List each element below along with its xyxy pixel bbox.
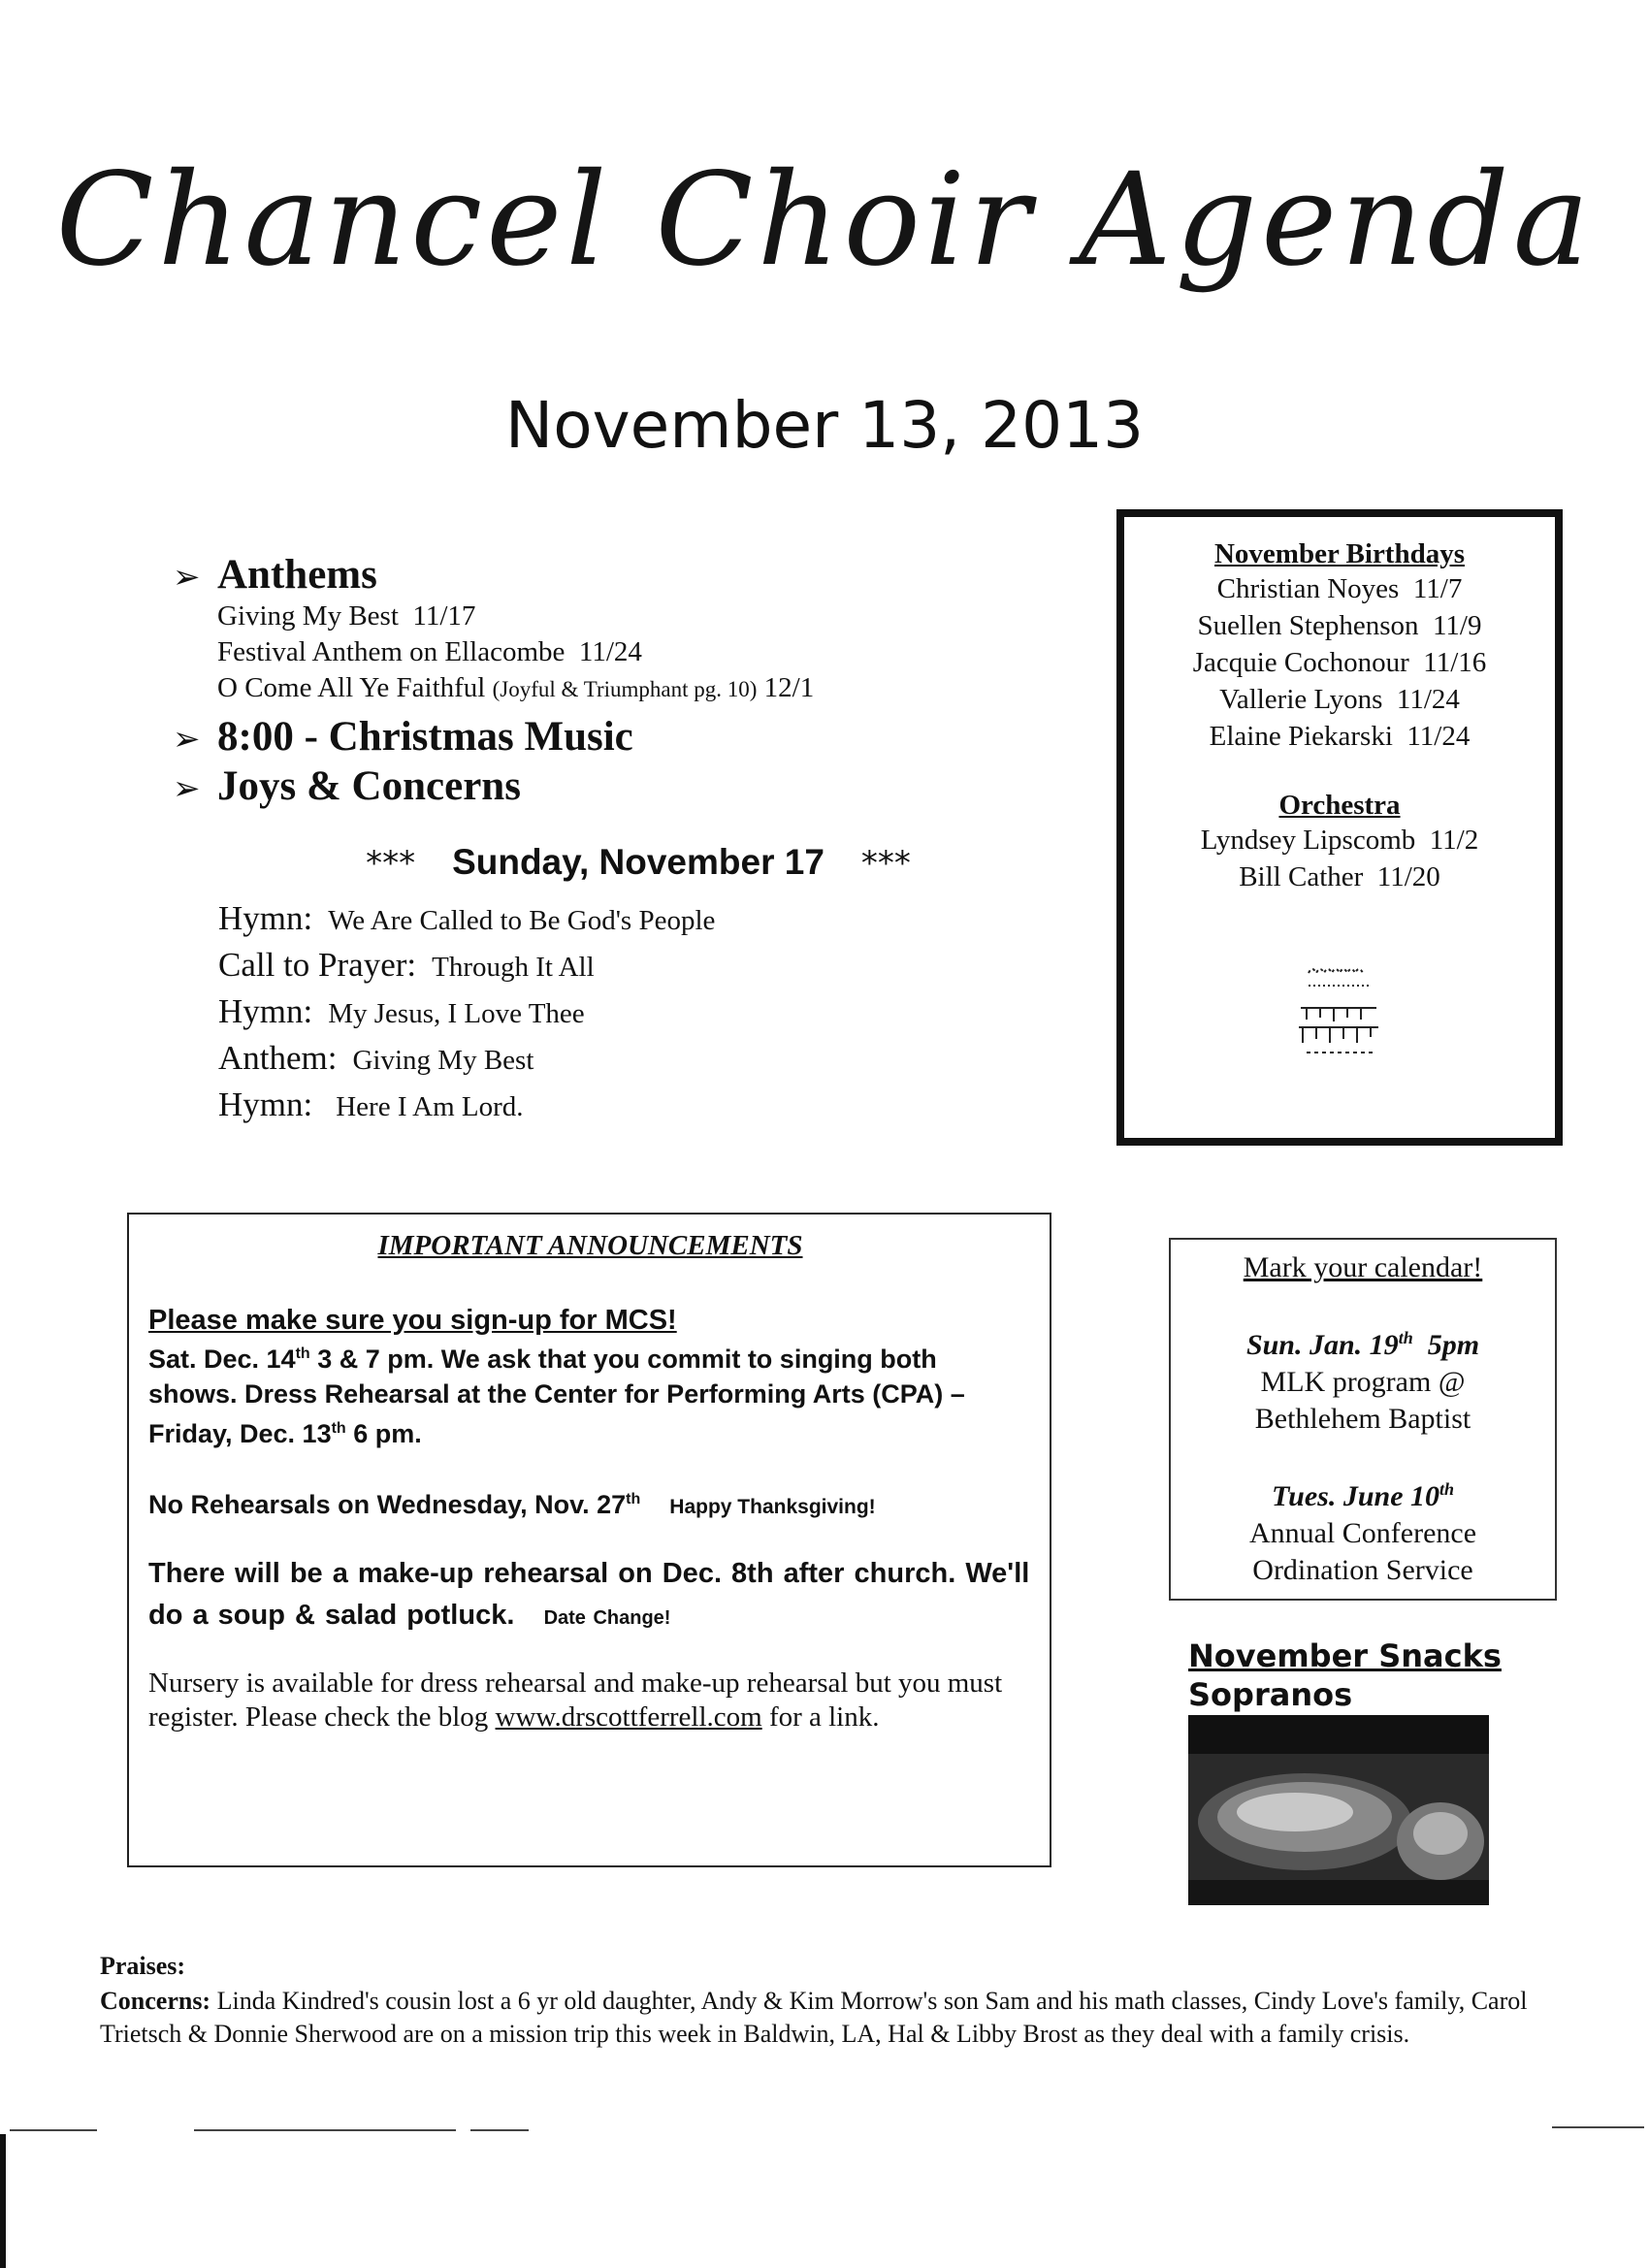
makeup-text: There will be a make-up rehearsal on Dec. 8th after church. We'll do a soup & salad potluck. (148, 1558, 1030, 1631)
anthems-bullet (173, 551, 1046, 599)
signup-notice: Please make sure you sign-up for MCS! (148, 1305, 677, 1336)
stars-left: *** (366, 844, 416, 883)
christmas-heading: 8:00 - Christmas Music (217, 714, 633, 760)
service-item (218, 896, 994, 943)
service-item (218, 1036, 994, 1083)
divider (194, 2129, 456, 2131)
anthem-name: O Come All Ye Faithful (217, 672, 486, 703)
nursery-text: Nursery is available for dress rehearsal and make-up rehearsal but you must register. Please check the blog (148, 1668, 1003, 1733)
arrow-bullet-icon: ➢ (173, 558, 201, 597)
service-label: Anthem: (218, 1039, 338, 1077)
event-line: Annual Conference (1248, 1517, 1477, 1549)
service-item (218, 943, 994, 989)
superscript: th (295, 1345, 310, 1362)
page-title: Chancel Choir Agenda (55, 146, 1594, 295)
no-rehearsal-notice (148, 1490, 1032, 1520)
mcs-time: 3 & 7 pm. We ask that you commit to singing both shows. Dress Rehearsal at the Center for Performing Arts (CPA) – Friday, Dec. 13 (148, 1345, 965, 1448)
orchestra-item: Bill Cather 11/20 (1239, 861, 1440, 892)
event-line: MLK program @ (1260, 1366, 1466, 1398)
service-value: Giving My Best (352, 1045, 534, 1076)
anthem-date: 12/1 (763, 672, 815, 703)
anthem-item: Festival Anthem on Ellacombe 11/24 (217, 636, 642, 667)
event-time: 5pm (1412, 1329, 1480, 1361)
joys-bullet (173, 762, 1046, 810)
service-value: Through It All (432, 952, 595, 983)
sunday-heading-row (279, 842, 997, 883)
agenda-date: November 13, 2013 (504, 388, 1145, 463)
birthday-item: Suellen Stephenson 11/9 (1197, 610, 1482, 641)
event-line: Bethlehem Baptist (1254, 1403, 1471, 1435)
service-label: Call to Prayer: (218, 946, 417, 984)
no-rehearsal-text: No Rehearsals on Wednesday, Nov. 27 (148, 1490, 627, 1519)
event-date-text: Tues. June 10 (1271, 1480, 1440, 1512)
service-item (218, 989, 994, 1036)
date-change-note: Date Change! (543, 1607, 671, 1629)
snack-photo (1188, 1715, 1489, 1905)
makeup-notice (148, 1553, 1032, 1639)
birthdays-heading: November Birthdays (1213, 538, 1466, 569)
event-date-text: Sun. Jan. 19 (1245, 1329, 1399, 1361)
event-date (1171, 1471, 1555, 1515)
birthday-item: Jacquie Cochonour 11/16 (1192, 647, 1487, 678)
arrow-bullet-icon: ➢ (173, 720, 201, 759)
service-order (218, 896, 994, 1129)
divider (10, 2129, 97, 2131)
superscript: th (626, 1491, 641, 1507)
superscript: th (1398, 1328, 1413, 1347)
anthem-list (173, 599, 1046, 707)
joys-heading: Joys & Concerns (217, 763, 521, 809)
service-value: We Are Called to Be God's People (328, 905, 716, 936)
orchestra-heading: Orchestra (1278, 790, 1401, 821)
cake-icon (1281, 952, 1398, 1058)
service-value: Here I Am Lord. (336, 1091, 524, 1122)
birthday-item: Elaine Piekarski 11/24 (1209, 721, 1471, 752)
christmas-bullet (173, 713, 1046, 761)
nursery-notice (148, 1667, 1032, 1734)
calendar-heading: Mark your calendar! (1243, 1251, 1483, 1283)
concerns-text: Linda Kindred's cousin lost a 6 yr old daughter, Andy & Kim Morrow's son Sam and his math classes, Cindy Love's family, Carol Trietsch & Donnie Sherwood are on a mission trip this week in Baldwin, LA, Hal & Libby Brost as they deal with a family crisis. (100, 1987, 1528, 2048)
service-label: Hymn: (218, 899, 313, 937)
service-label: Hymn: (218, 992, 313, 1030)
superscript: th (331, 1420, 346, 1437)
nursery-text-end: for a link. (761, 1701, 880, 1733)
concerns-paragraph (100, 1985, 1555, 2051)
stars-right: *** (860, 844, 911, 883)
mcs-time-2: 6 pm. (345, 1419, 422, 1448)
birthdays-box (1116, 509, 1563, 1146)
service-label: Hymn: (218, 1085, 313, 1123)
calendar-box (1169, 1238, 1557, 1601)
anthem-item (217, 670, 1046, 707)
praises-line (100, 1950, 1555, 1983)
scan-edge (0, 2134, 6, 2268)
mcs-date: Sat. Dec. 14 (148, 1345, 296, 1374)
snacks-heading: November Snacks (1188, 1637, 1502, 1674)
birthday-item: Christian Noyes 11/7 (1216, 573, 1463, 604)
anthem-item: Giving My Best 11/17 (217, 600, 476, 632)
service-value: My Jesus, I Love Thee (328, 998, 585, 1029)
blog-link[interactable]: www.drscottferrell.com (495, 1701, 762, 1733)
arrow-bullet-icon: ➢ (173, 769, 201, 808)
agenda-list (173, 551, 1046, 810)
snacks-group: Sopranos (1188, 1676, 1353, 1713)
orchestra-item: Lyndsey Lipscomb 11/2 (1200, 825, 1479, 856)
concerns-label: Concerns: (100, 1987, 211, 2015)
divider (470, 2129, 529, 2131)
thanksgiving-note: Happy Thanksgiving! (669, 1496, 876, 1518)
event-date (1171, 1319, 1555, 1364)
birthday-item: Vallerie Lyons 11/24 (1219, 684, 1460, 715)
announcements-title: IMPORTANT ANNOUNCEMENTS (377, 1230, 803, 1261)
event-line: Ordination Service (1252, 1554, 1473, 1586)
divider (1552, 2126, 1644, 2128)
anthems-heading: Anthems (217, 552, 377, 598)
anthem-note: (Joyful & Triumphant pg. 10) (492, 677, 758, 701)
superscript: th (1439, 1479, 1455, 1499)
mcs-details (148, 1337, 1032, 1451)
praises-label: Praises: (100, 1952, 186, 1980)
sunday-heading: Sunday, November 17 (452, 842, 824, 882)
announcements-box (127, 1213, 1051, 1867)
service-item (218, 1083, 994, 1129)
